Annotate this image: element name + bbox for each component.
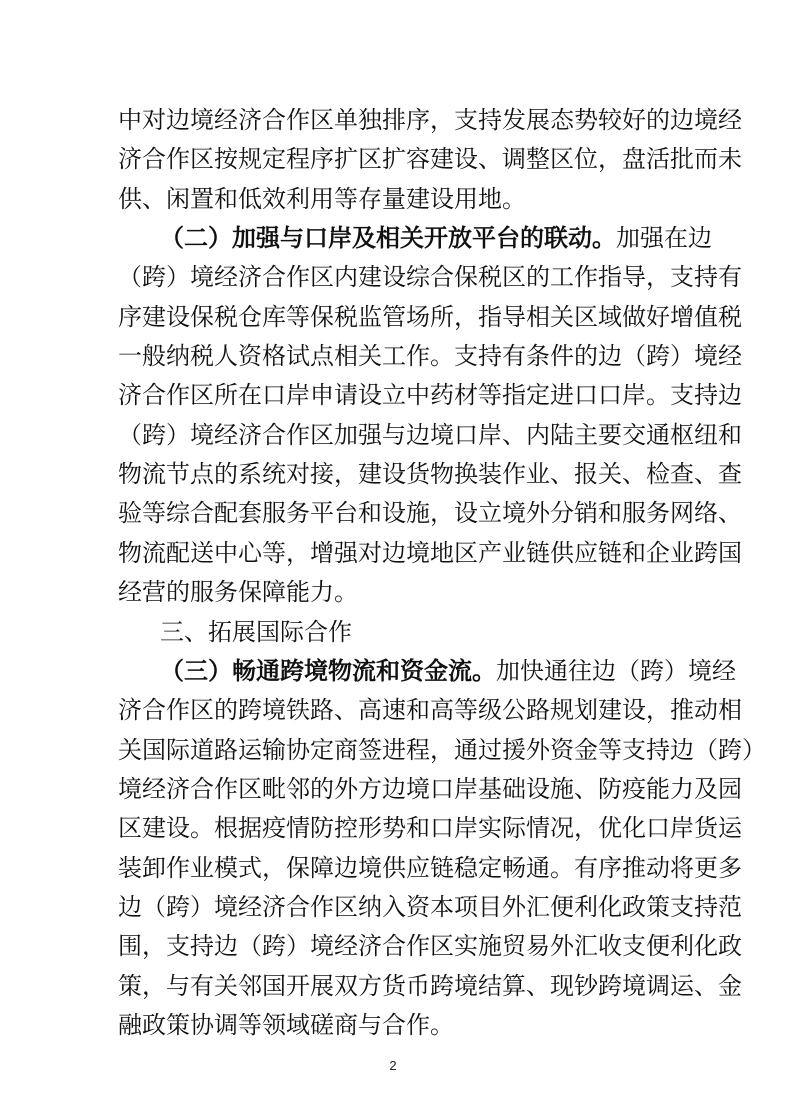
text-line-content: 围，支持边（跨）境经济合作区实施贸易外汇收支便利化政	[118, 932, 742, 960]
text-line-content: 境经济合作区毗邻的外方边境口岸基础设施、防疫能力及园	[118, 775, 742, 803]
page-number: 2	[389, 1058, 397, 1073]
subsection-heading-line	[0, 649, 786, 693]
text-line	[0, 885, 786, 929]
text-line-content: 装卸作业模式，保障边境供应链稳定畅通。有序推动将更多	[118, 854, 742, 882]
text-line	[0, 334, 786, 378]
text-line-content: 验等综合配套服务平台和设施，设立境外分销和服务网络、	[118, 499, 742, 527]
text-line-content: 济合作区的跨境铁路、高速和高等级公路规划建设，推动相	[118, 696, 742, 724]
text-line	[0, 177, 786, 221]
text-line-content: 经营的服务保障能力。	[118, 578, 358, 606]
text-line	[0, 688, 786, 732]
text-line	[0, 924, 786, 968]
text-line	[0, 373, 786, 417]
text-line-content: （跨）境经济合作区加强与边境口岸、内陆主要交通枢纽和	[118, 421, 742, 449]
text-line	[0, 570, 786, 614]
text-line	[0, 767, 786, 811]
text-line	[0, 531, 786, 575]
text-line	[0, 846, 786, 890]
text-line-content: 一般纳税人资格试点相关工作。支持有条件的边（跨）境经	[118, 342, 742, 370]
section-heading: 三、拓展国际合作	[160, 618, 352, 646]
text-line-content: 策，与有关邻国开展双方货币跨境结算、现钞跨境调运、金	[118, 972, 742, 1000]
text-line	[0, 98, 786, 142]
text-line-content: 济合作区所在口岸申请设立中药材等指定进口口岸。支持边	[118, 381, 742, 409]
text-line	[0, 452, 786, 496]
subsection-heading-content	[160, 216, 712, 260]
text-line	[0, 255, 786, 299]
text-line-content: 关国际道路运输协定商签进程，通过援外资金等支持边（跨）	[118, 736, 766, 764]
text-line-content: 济合作区按规定程序扩区扩容建设、调整区位，盘活批而未	[118, 145, 742, 173]
text-line-content: 中对边境经济合作区单独排序，支持发展态势较好的边境经	[118, 106, 742, 134]
text-line-content: 加强在边	[616, 224, 712, 252]
subsection-heading-line	[0, 216, 786, 260]
text-line	[0, 491, 786, 535]
subsection-title: （三）畅通跨境物流和资金流。	[160, 657, 496, 685]
text-line-content: 边（跨）境经济合作区纳入资本项目外汇便利化政策支持范	[118, 893, 742, 921]
subsection-title: （二）加强与口岸及相关开放平台的联动。	[160, 224, 616, 252]
text-line	[0, 964, 786, 1008]
text-line-content: 物流配送中心等，增强对边境地区产业链供应链和企业跨国	[118, 539, 742, 567]
text-line-content: 序建设保税仓库等保税监管场所，指导相关区域做好增值税	[118, 303, 742, 331]
text-line	[0, 137, 786, 181]
text-line	[0, 1003, 786, 1047]
text-line-content: 加快通往边（跨）境经	[496, 657, 736, 685]
text-line-content: 物流节点的系统对接，建设货物换装作业、报关、检查、查	[118, 460, 742, 488]
text-line	[0, 413, 786, 457]
text-line-content: （跨）境经济合作区内建设综合保税区的工作指导，支持有	[118, 263, 742, 291]
text-line	[0, 806, 786, 850]
subsection-heading-content	[160, 649, 736, 693]
text-line-content: 融政策协调等领域磋商与合作。	[118, 1011, 454, 1039]
text-line	[0, 295, 786, 339]
text-line-content: 供、闲置和低效利用等存量建设用地。	[118, 185, 526, 213]
text-line-content: 区建设。根据疫情防控形势和口岸实际情况，优化口岸货运	[118, 814, 742, 842]
text-line	[0, 728, 786, 772]
section-heading-line	[0, 610, 786, 654]
